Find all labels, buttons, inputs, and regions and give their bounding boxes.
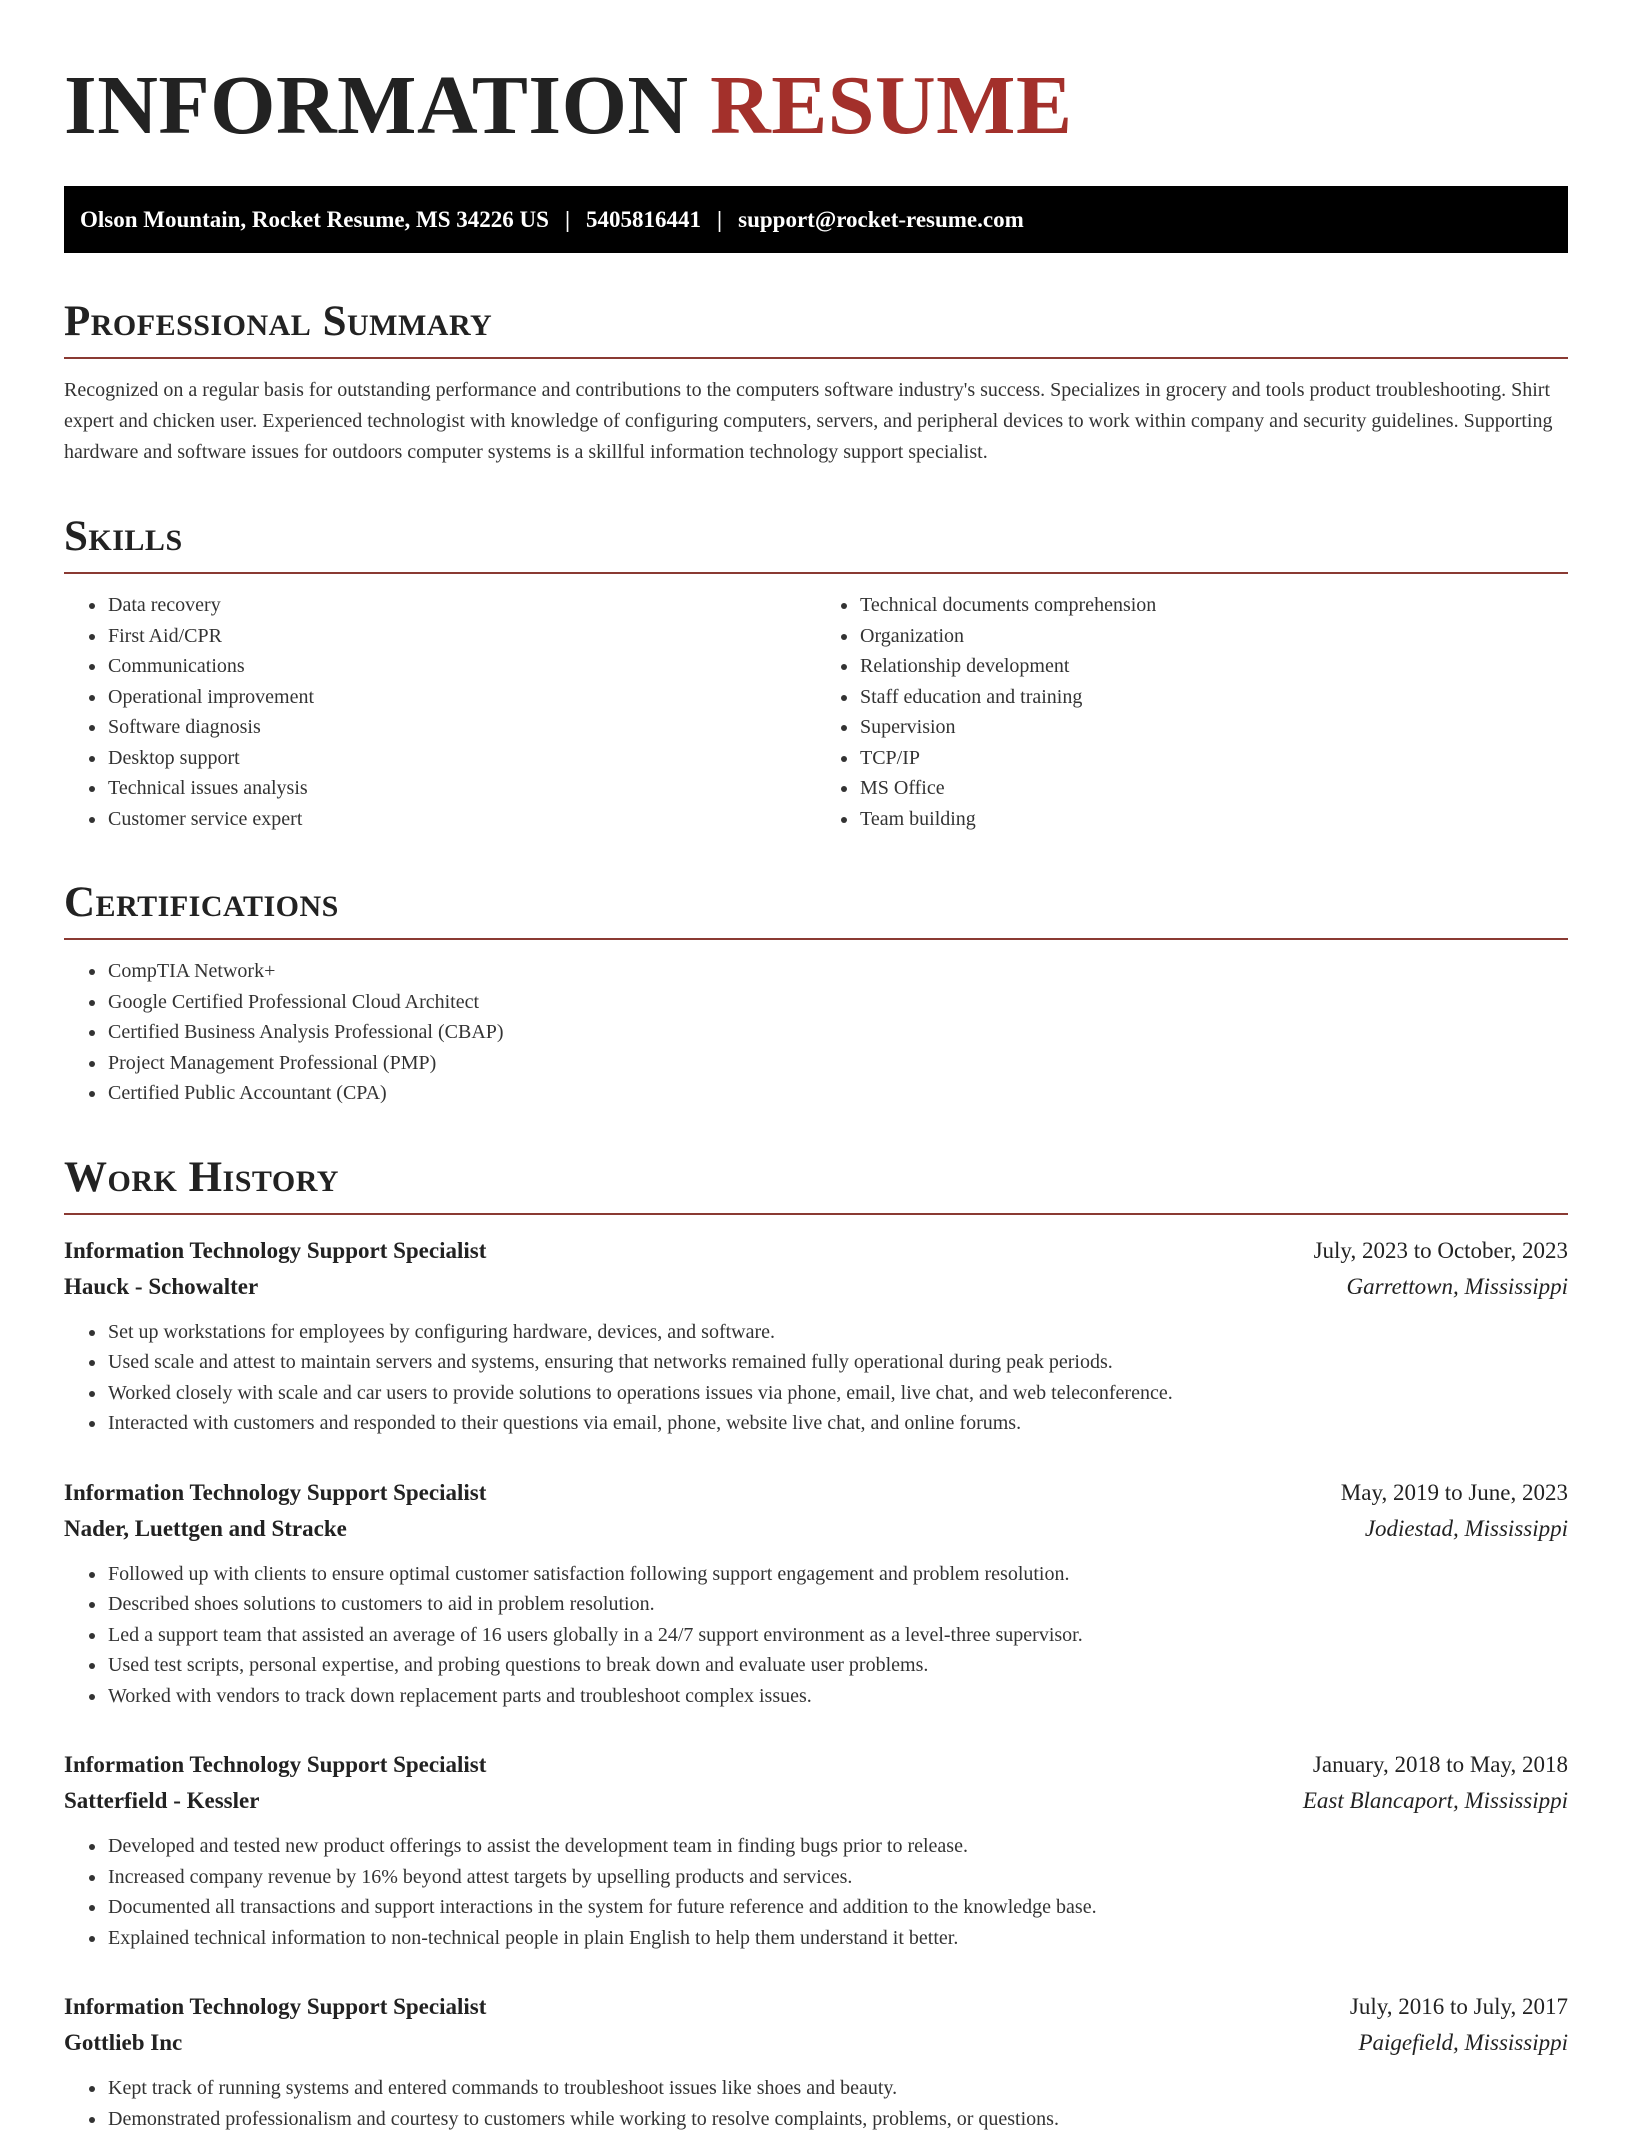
skill-item: • Operational improvement [107,682,816,713]
certification-item: • Google Certified Professional Cloud Architect [107,987,1568,1018]
summary-heading: Professional Summary [64,297,1568,359]
job-company: Hauck - Schowalter [64,1269,258,1305]
job-bullet: • Interacted with customers and responded to their questions via email, phone, website live chat, and online forums. [107,1408,1568,1439]
job-location: Garrettown, Mississippi [1346,1269,1568,1305]
skill-item: • Desktop support [107,743,816,774]
job-bullet: • Demonstrated professionalism and courtesy to customers while working to resolve complaints, problems, or questions. [107,2104,1568,2134]
job-company-row [64,2025,1568,2061]
skills-columns [64,574,1568,834]
job-dates: July, 2016 to July, 2017 [1350,1989,1568,2025]
job-bullet: • Set up workstations for employees by configuring hardware, devices, and software. [107,1317,1568,1348]
job-dates: July, 2023 to October, 2023 [1314,1233,1568,1269]
summary-section [64,297,1568,468]
summary-text: Recognized on a regular basis for outstanding performance and contributions to the computers software industry's success. Specializes in grocery and tools product troubleshooting. Shirt expert and chicken user. Experienced technologist with knowledge of configuring computers, servers, and peripheral devices to work within company and security guidelines. Supporting hardware and software issues for outdoors computer systems is a skillful information technology support specialist. [64,375,1568,468]
job-location: East Blancaport, Mississippi [1303,1783,1568,1819]
job-location: Paigefield, Mississippi [1358,2025,1568,2061]
contact-bar [64,186,1568,253]
job-bullets [64,1317,1568,1439]
job-title: Information Technology Support Specialist [64,1747,486,1783]
certification-item: • Project Management Professional (PMP) [107,1048,1568,1079]
job-bullet: • Used test scripts, personal expertise, and probing questions to break down and evaluate user problems. [107,1650,1568,1681]
skill-item: • First Aid/CPR [107,621,816,652]
job-location: Jodiestad, Mississippi [1365,1511,1568,1547]
skills-section [64,512,1568,834]
contact-address: Olson Mountain, Rocket Resume, MS 34226 US [80,207,549,233]
job-bullet: • Described shoes solutions to customers to aid in problem resolution. [107,1589,1568,1620]
contact-separator: | [565,207,570,233]
certification-item: • Certified Business Analysis Professional (CBAP) [107,1017,1568,1048]
certifications-heading: Certifications [64,878,1568,940]
job-bullet: • Followed up with clients to ensure optimal customer satisfaction following support engagement and problem resolution. [107,1559,1568,1590]
skill-item: • Team building [859,804,1568,835]
contact-separator: | [717,207,722,233]
job-header-row [64,1989,1568,2025]
contact-phone: 5405816441 [586,207,701,233]
job-title: Information Technology Support Specialist [64,1989,486,2025]
skills-heading: Skills [64,512,1568,574]
skill-item: • Relationship development [859,651,1568,682]
skill-item: • Organization [859,621,1568,652]
skill-item: • MS Office [859,773,1568,804]
job-company-row [64,1783,1568,1819]
job-header-row [64,1233,1568,1269]
job-dates: January, 2018 to May, 2018 [1313,1747,1568,1783]
skill-item: • TCP/IP [859,743,1568,774]
job-company: Satterfield - Kessler [64,1783,259,1819]
job-header-row [64,1475,1568,1511]
job-title: Information Technology Support Specialist [64,1475,486,1511]
job-entry [64,1989,1568,2134]
job-company-row [64,1269,1568,1305]
certification-item: • Certified Public Accountant (CPA) [107,1078,1568,1109]
job-entry [64,1747,1568,1953]
skill-item: • Communications [107,651,816,682]
job-company-row [64,1511,1568,1547]
skills-list-right [816,590,1568,834]
skill-item: • Technical issues analysis [107,773,816,804]
work-history-heading: Work History [64,1153,1568,1215]
job-bullets [64,2073,1568,2134]
job-dates: May, 2019 to June, 2023 [1341,1475,1568,1511]
contact-email: support@rocket-resume.com [738,207,1024,233]
job-title: Information Technology Support Specialist [64,1233,486,1269]
skills-list-left [64,590,816,834]
job-company: Gottlieb Inc [64,2025,182,2061]
job-bullets [64,1831,1568,1953]
skill-item: • Customer service expert [107,804,816,835]
job-bullet: • Worked closely with scale and car users to provide solutions to operations issues via phone, email, live chat, and web teleconference. [107,1378,1568,1409]
job-bullets [64,1559,1568,1712]
job-bullet: • Increased company revenue by 16% beyond attest targets by upselling products and services. [107,1862,1568,1893]
certification-item: • CompTIA Network+ [107,956,1568,987]
skill-item: • Software diagnosis [107,712,816,743]
job-header-row [64,1747,1568,1783]
job-entry [64,1233,1568,1439]
job-bullet: • Documented all transactions and support interactions in the system for future reference and addition to the knowledge base. [107,1892,1568,1923]
job-bullet: • Worked with vendors to track down replacement parts and troubleshoot complex issues. [107,1681,1568,1712]
skill-item: • Technical documents comprehension [859,590,1568,621]
job-bullet: • Developed and tested new product offerings to assist the development team in finding bugs prior to release. [107,1831,1568,1862]
certifications-section [64,878,1568,1109]
job-bullet: • Explained technical information to non-technical people in plain English to help them understand it better. [107,1923,1568,1954]
last-name: RESUME [710,59,1072,152]
job-company: Nader, Luettgen and Stracke [64,1511,347,1547]
job-bullet: • Led a support team that assisted an average of 16 users globally in a 24/7 support environment as a level-three supervisor. [107,1620,1568,1651]
skill-item: • Supervision [859,712,1568,743]
job-entry [64,1475,1568,1712]
skill-item: • Data recovery [107,590,816,621]
skill-item: • Staff education and training [859,682,1568,713]
work-history-section [64,1153,1568,2134]
job-bullet: • Used scale and attest to maintain servers and systems, ensuring that networks remained fully operational during peak periods. [107,1347,1568,1378]
resume-name [64,58,1568,154]
job-bullet: • Kept track of running systems and entered commands to troubleshoot issues like shoes and beauty. [107,2073,1568,2104]
certifications-list [64,956,1568,1109]
first-name: INFORMATION [64,59,689,152]
